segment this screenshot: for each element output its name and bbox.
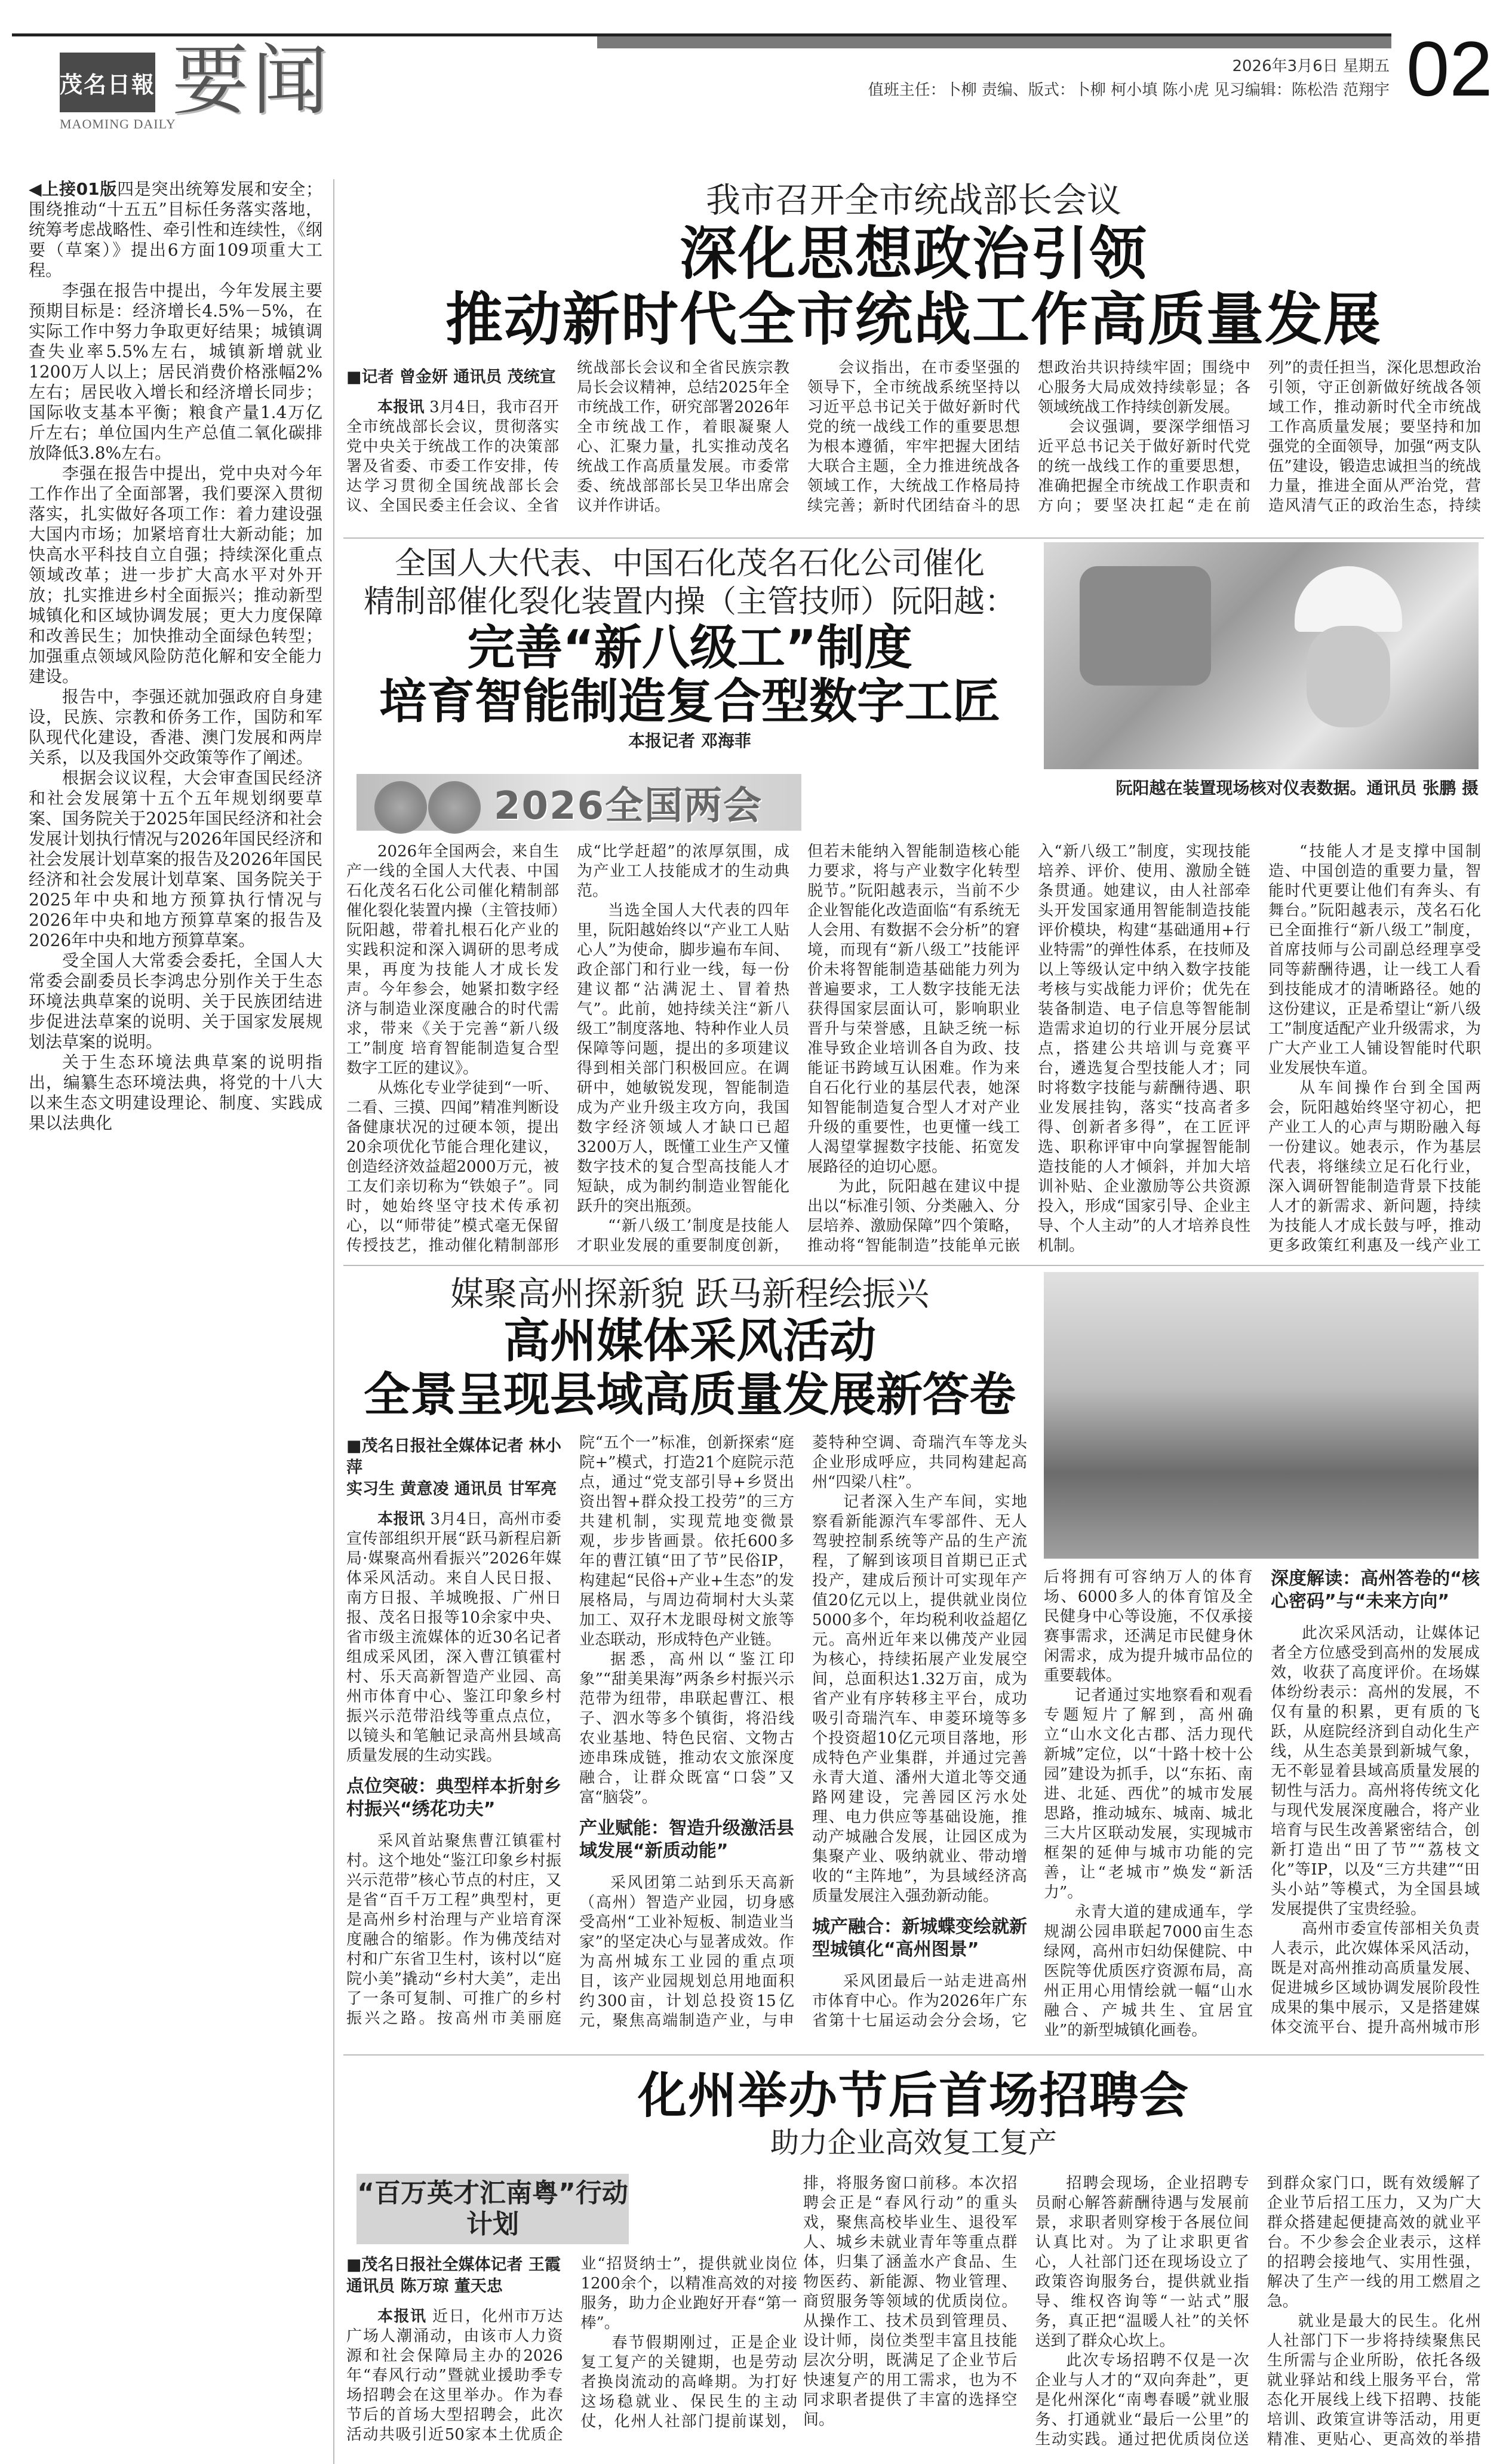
article-paragraph: 就业是最大的民生。化州人社部门下一步将持续聚焦民生所需与企业所盼，依托各级就业驿站和线上服务平台，常态化开展线上线下招聘、技能培训、政策宣讲等活动，用更精准、更贴心、更高效的举措 [1267, 2312, 1481, 2448]
photo-worker-at-instrument [1044, 542, 1479, 769]
story-craftsman-header [346, 545, 1033, 751]
byline [346, 2254, 563, 2297]
story-craftsman-body [346, 842, 1481, 1260]
article-paragraph: 报告中，李强还就加强政府自身建设，民族、宗教和侨务工作，国防和军队现代化建设，香港、澳门发展和两岸关系，以及我国外交政策等作了阐述。 [29, 687, 322, 767]
article-paragraph: 春节假期刚过，正是企业复工复产的关键期，也是劳动者换岗流动的高峰期。为打好这场稳就业、保民生的主动仗，化州人社部门提前谋划， [580, 2334, 797, 2431]
article-paragraph: 采风团第二站到乐天高新（高州）智造产业园，切身感受高州“工业补短板、制造业当家”的坚定决心与显著成效。作为高州城东工业园的重点项目，该产业园规划总用地面积约300亩，计划总投资15亿元，聚焦高端制造产业，与申菱特种空调、奇瑞汽车等龙头企业形成呼应，共同构建起高州“四梁八柱”。 [579, 1434, 1027, 2030]
article-paragraph: 据悉，高州以“鉴江印象”“甜美果海”两条乡村振兴示范带为纽带，串联起曹江、根子、泗水等多个镇街，将沿线农业基地、特色民宿、文物古迹串珠成链，推动农文旅深度融合，让群众既富“口袋”又富“脑袋”。 [579, 1651, 794, 1806]
article-paragraph: “技能人才是支撑中国制造、中国创造的重要力量，智能时代更要让他们有奔头、有舞台。”阮阳越表示，茂名石化已全面推行“新八级工”制度，首席技师与公司副总经理享受同等薪酬待遇，让一线工人看到技能成才的清晰路径。她的这份建议，正是希望让“新八级工”制度适配产业升级需求，为广大产业工人铺设智能时代职业发展快车道。 [1268, 843, 1481, 1077]
campaign-title: “百万英才汇南粤”行动计划 [357, 2178, 628, 2239]
logo-english: MAOMING DAILY [60, 116, 176, 131]
article-paragraph: 此次采风活动，让媒体记者全方位感受到高州的发展成效，收获了高度评价。在场媒体纷纷表示：高州的发展，不仅有量的积累，更有质的飞跃，从庭院经济到自动化生产线，从生态美景到新城气象，无不彰显着县域高质量发展的韧性与活力。高州将传统文化与现代发展深度融合，将产业培育与民生改善紧密结合，创新打造出“田了节”“荔枝文化”等IP，以及“三方共建”“田头小站”等模式，为全国县域发展提供了宝贵经验。 [1271, 1624, 1480, 1918]
paragraph-text: 近日，化州市万达广场人潮涌动，由该市人力资源和社会保障局主办的2026年“春风行动”暨就业援助季专场招聘会在这里举办。作为春节后的首场大型招聘会，此次活动共吸引近50家本土优质企业“招贤纳士”，提供就业岗位1200余个，以精准高效的对接服务，助力企业跑好开春“第一棒”。 [346, 2255, 797, 2444]
article-paragraph: 会议指出，在市委坚强的领导下，全市统战系统坚持以习近平总书记关于做好新时代党的统一战线工作的重要思想为根本遵循，牢牢把握大团结大联合主题，全力推进统战各领域工作，大统战工作格局持续完善；新时代团结奋斗的思想政治共识持续牢固；围绕中心服务大局成效持续彰显；各领域统战工作持续创新发展。 [807, 359, 1250, 515]
article-paragraph: 会议强调，要深学细悟习近平总书记关于做好新时代党的统一战线工作的重要思想，准确把握全市统战工作职责和方向；要坚决扛起“走在前列”的责任担当，深化思想政治引领，守正创新做好统战各领域工作，推动新时代全市统战工作高质量发展；要坚持和加强党的全面领导，加强“两支队伍”建设，锻造忠诚担当的统战力量，推进全面从严治党，营造风清气正的政治生态，持续 [1038, 359, 1481, 515]
subhead: 点位突破：典型样本折射乡村振兴“绣花功夫” [346, 1776, 561, 1820]
byline-line: 实习生 黄意凌 通讯员 甘军亮 [346, 1480, 557, 1498]
story-united-front-header [346, 179, 1481, 352]
article-paragraph: 2026年全国两会，来自生产一线的全国人大代表、中国石化茂名石化公司催化精制部催化裂化装置内操（主管技师）阮阳越，带着扎根石化产业的实践积淀和深入调研的思考成果，再度为技能人才成长发声。今年参会，她紧扣数字经济与制造业深度融合的时代需求，带来《关于完善“新八级工”制度 培育智能制造复合型数字工匠的建议》。 [346, 843, 559, 1077]
article-paragraph: 此次专场招聘不仅是一次企业与人才的“双向奔赴”，更是化州深化“南粤春暖”就业服务、打通就业“最后一公里”的生动实践。通过把优质岗位送到群众家门口，既有效缓解了企业节后招工压力，又为广大群众搭建起便捷高效的就业平台。不少参会企业表示，这样的招聘会接地气、实用性强，解决了生产一线的用工燃眉之急。 [1035, 2174, 1481, 2448]
article-paragraph: 从炼化专业学徒到“一听、二看、三摸、四闻”精准判断设备健康状况的过硬本领，提出20余项优化节能合理化建议，创造经济效益超2000万元，被工友们亲切称为“铁娘子”。同时，她始终坚守技术传承初心，以“师带徒”模式毫无保留传授技艺，推动催化精制部形成“比学赶超”的浓厚氛围，成为产业工人技能成才的生动典范。 [346, 843, 789, 1255]
article-paragraph: 排，将服务窗口前移。本次招聘会正是“春风行动”的重头戏，聚焦高校毕业生、退役军人、城乡未就业青年等重点群体，归集了涵盖水产食品、生物医药、新能源、物业管理、商贸服务等领域的优质岗位。从操作工、技术员到管理员、设计师，岗位类型丰富且技能层次分明，既满足了企业节后快速复产的用工需求，也为不同求职者提供了丰富的选择空间。 [803, 2174, 1018, 2429]
lead-tag: 本报讯 [377, 398, 425, 416]
logo-text: 茂名日報 [60, 70, 156, 98]
helmet-shape [1295, 566, 1402, 632]
continuation-marker[interactable]: ◀上接01版 [29, 179, 118, 199]
masthead-bar [597, 36, 1391, 48]
paragraph-text: 3月4日，我市召开全市统战部长会议，贯彻落实党中央关于统战工作的决策部署及省委、市委工作安排，传达学习贯彻全国统战部长会议、全国民委主任会议、全省统战部长会议和全省民族宗教局长会议精神，总结2025年全市统战工作，研究部署2026年全市统战工作，着眼凝聚人心、汇聚力量，扎实推动茂名统战工作高质量发展。市委常委、统战部部长吴卫华出席会议并作讲话。 [346, 359, 789, 515]
photo-media-crew [1044, 1272, 1479, 1559]
kicker: 精制部催化裂化装置内操（主管技师）阮阳越： [363, 584, 1016, 620]
headline: 培育智能制造复合型数字工匠 [379, 674, 1000, 729]
article-paragraph: 根据会议议程，大会审查国民经济和社会发展第十五个五年规划纲要草案、国务院关于2025年国民经济和社会发展计划执行情况与2026年国民经济和社会发展计划草案的报告及2026年国民经济和社会发展计划草案、国务院关于2025年中央和地方预算执行情况与2026年中央和地方预算草案的报告及2026年中央和地方预算草案。 [29, 768, 322, 950]
story-gaozhou-body-left [346, 1433, 1027, 2045]
article-paragraph [346, 1510, 561, 1766]
article-paragraph: 后将拥有可容纳万人的体育场、6000多人的体育馆及全民健身中心等设施，不仅承接赛事需求，还满足市民健身休闲需求，成为提升城市品位的重要载体。 [1044, 1568, 1253, 1685]
headline: 深化思想政治引领 [680, 220, 1148, 287]
article-paragraph: 记者通过实地察看和观看专题短片了解到，高州确立“山水文化古郡、活力现代新城”定位，以“十路十校十公园”建设为抓手，以“东拓、南进、北延、西优”的城市发展思路，推动城东、城南、城北三大片区联动发展，实现城市框架的延伸与城市功能的完善，让“老城市”焕发“新活力”。 [1044, 1686, 1253, 1901]
headline: 化州举办节后首场招聘会 [637, 2067, 1190, 2124]
kicker: 全国人大代表、中国石化茂名石化公司催化 [394, 546, 985, 582]
subhead: 城产融合：新城蝶变绘就新型城镇化“高州图景” [812, 1916, 1027, 1960]
article-paragraph: 招聘会现场，企业招聘专员耐心解答薪酬待遇与发展前景，求职者则穿梭于各展位间认真比对。为了让求职更省心，人社部门还在现场设立了政策咨询服务台，提供就业指导、维权咨询等“一站式”服务，真正把“温暖人社”的关怀送到了群众心坎上。 [1035, 2174, 1249, 2350]
article-paragraph: 受全国人大常委会委托，全国人大常委会副委员长李鸿忠分别作关于生态环境法典草案的说明、关于民族团结进步促进法草案的说明、关于国家发展规划法草案的说明。 [29, 951, 322, 1052]
article-paragraph: 永青大道的建成通车，学规湖公园串联起7000亩生态绿网，高州市妇幼保健院、中医院等优质医疗资源布局，高州正用心用情绘就一幅“山水融合、产城共生、宜居宜业”的新型城镇化画卷。 [1044, 1903, 1253, 2039]
article-paragraph: 李强在报告中提出，今年发展主要预期目标是：经济增长4.5%－5%，在实际工作中努力争取更好结果；城镇调查失业率5.5%左右，城镇新增就业1200万人以上；居民消费价格涨幅2%左右；居民收入增长和经济增长同步；国际收支基本平衡；粮食产量1.4万亿斤左右；单位国内生产总值二氧化碳排放降低3.8%左右。 [29, 281, 322, 463]
story-gaozhou-header [346, 1275, 1033, 1422]
kicker: 我市召开全市统战部长会议 [705, 180, 1121, 220]
editor-credits: 值班主任：卜柳 责编、版式：卜柳 柯小填 陈小虎 见习编辑：陈松浩 范翔宇 [868, 81, 1390, 99]
byline-line: ■茂名日报社全媒体记者 王霞 [346, 2256, 561, 2274]
subhead: 深度解读：高州答卷的“核心密码”与“未来方向” [1271, 1568, 1480, 1612]
continued-article [29, 179, 322, 2454]
article-paragraph: 采风团最后一站走进高州市体育中心。作为2026年广东省第十七届运动会分会场，它 [812, 1973, 1027, 2030]
story-huazhou-body-left [346, 2254, 797, 2464]
national-emblem-icon [374, 781, 427, 834]
story-huazhou-body-right [803, 2174, 1481, 2464]
article-paragraph: 从车间操作台到全国两会，阮阳越始终坚守初心，把产业工人的心声与期盼融入每一份建议。她表示，作为基层代表，将继续立足石化行业，深入调研智能制造背景下技能人才的新需求、新问题，持续为技能人才成长鼓与呼，推动更多政策红利惠及一线产业工 [1268, 1079, 1481, 1255]
byline: ■记者 曾金妍 通讯员 茂统宣 [346, 368, 556, 386]
banner-title: 2026全国两会 [494, 784, 763, 828]
article-paragraph: 记者深入生产车间，实地察看新能源汽车零部件、无人驾驶控制系统等产品的生产流程，了解到该项目首期已正式投产，建成后预计可实现年产值20亿元以上，提供就业岗位5000多个，年均税利收益超亿元。高州近年来以佛茂产业园为核心，持续拓展产业发展空间，总面积达1.32万亩，成为省产业有序转移主平台，成功吸引奇瑞汽车、申菱环境等多个投资超10亿元项目落地，形成特色产业集群，并通过完善永青大道、潘州大道北等交通路网建设，完善园区污水处理、电力供应等基础设施，推动产城融合发展，让园区成为集聚产业、吸纳就业、带动增收的“主阵地”，为县域经济高质量发展注入强劲新动能。 [812, 1493, 1027, 1905]
article-paragraph: 李强在报告中提出，党中央对今年工作作出了全面部署，我们要深入贯彻落实，扎实做好各项工作：着力建设强大国内市场；加紧培育壮大新动能；加快高水平科技自立自强；持续深化重点领域改革；进一步扩大高水平对外开放；扎实推进乡村全面振兴；推动新型城镇化和区域协调发展；更大力度保障和改善民生；加快推动全面绿色转型；加强重点领域风险防范化解和安全能力建设。 [29, 463, 322, 686]
instrument-shape [1080, 566, 1211, 686]
column-divider [333, 179, 334, 2464]
subheadline: 助力企业高效复工复产 [770, 2126, 1057, 2159]
article-paragraph: 高州市委宣传部相关负责人表示，此次媒体采风活动，既是对高州推动高质量发展、促进城乡区域协调发展阶段性成果的集中展示，又是搭建媒体交流平台、提升高州城市形 [1271, 1920, 1480, 2036]
cppcc-emblem-icon [428, 781, 481, 834]
article-paragraph: 采风首站聚焦曹江镇霍村村。这个地处“鉴江印象乡村振兴示范带”核心节点的村庄，又是省“百千万工程”典型村，更是高州乡村治理与产业培育深度融合的缩影。作为佛茂结对村和广东省卫生村，该村以“庭院小美”撬动“乡村大美”，走出了一条可复制、可推广的乡村振兴之路。按高州市美丽庭院“五个一”标准，创新探索“庭院+”模式，打造21个庭院示范点，通过“党支部引导+乡贤出资出智+群众投工投劳”的三方共建机制，实现荒地变微景观，步步皆画景。依托600多年的曹江镇“田了节”民俗IP，构建起“民俗+产业+生态”的发展格局，与周边荷垌村大头菜加工、双孖木龙眼母树文旅等业态联动，形成特色产业链。 [346, 1434, 794, 2027]
campaign-box [356, 2174, 629, 2244]
section-title: 要闻 [172, 36, 333, 125]
paragraph-text: 3月4日，高州市委宣传部组织开展“跃马新程启新局·媒聚高州看振兴”2026年媒体采风活动。来自人民日报、南方日报、羊城晚报、广州日报、茂名日报等10余家中央、省市级主流媒体的近30名记者组成采风团，深入曹江镇霍村村、乐天高新智造产业园、高州市体育中心、鉴江印象乡村振兴示范带沿线等重点点位，以镜头和笔触记录高州县域高质量发展的生动实践。 [346, 1510, 562, 1765]
lead-tag: 本报讯 [377, 2308, 427, 2325]
article-paragraph: 当选全国人大代表的四年里，阮阳越始终以“产业工人贴心人”为使命，脚步遍布车间、政企部门和行业一线，每一份建议都“沾满泥土、冒着热气”。此前，她持续关注“新八级工”制度落地、特种作业人员保障等问题，提出的多项建议得到相关部门积极回应。在调研中，她敏锐发现，智能制造成为产业升级主攻方向，我国数字经济领域人才缺口已超3200万人，既懂工业生产又懂数字技术的复合型高技能人才短缺，成为制约制造业智能化跃升的突出瓶颈。 [577, 902, 789, 1215]
byline [346, 1436, 561, 1500]
article-paragraph: 为此，阮阳越在建议中提出以“标准引领、分类融入、分层培养、激励保障”四个策略，推动将“智能制造”技能单元嵌入“新八级工”制度，实现技能培养、评价、使用、激励全链条贯通。她建议，由人社部牵头开发国家通用智能制造技能评价模块，构建“基础通用+行业特需”的弹性体系，在技师及以上等级认定中纳入数字技能考核与实战能力评价；优先在装备制造、电子信息等智能制造需求迫切的行业开展分层试点，搭建公共培训与竞赛平台，遴选复合型技能人才；同时将数字技能与薪酬待遇、职业发展挂钩，落实“技高者多得、创新者多得”，在工匠评选、职称评审中向掌握智能制造技能的人才倾斜，并加大培训补贴、企业激励等公共资源投入，形成“国家引导、企业主导、个人主动”的人才培养良性机制。 [807, 843, 1250, 1255]
byline-line: ■茂名日报社全媒体记者 林小萍 [346, 1437, 561, 1477]
newspaper-logo [60, 53, 155, 112]
lead-tag: 本报讯 [377, 1510, 425, 1528]
article-paragraph: 关于生态环境法典草案的说明指出，编纂生态环境法典，将党的十八大以来生态文明建设理论、制度、实践成果以法典化 [29, 1052, 322, 1133]
story-huazhou-header [346, 2067, 1481, 2161]
headline: 完善“新八级工”制度 [467, 620, 912, 675]
story-divider [343, 2054, 1484, 2056]
subhead: 产业赋能：智造升级激活县域发展“新质动能” [579, 1818, 794, 1861]
article-paragraph: “‘新八级工’制度是技能人才职业发展的重要制度创新，但若未能纳入智能制造核心能力要求，将与产业数字化转型脱节。”阮阳越表示，当前不少企业智能化改造面临“有系统无人会用、有数据不会分析”的窘境，而现有“新八级工”技能评价未将智能制造基础能力列为普遍要求，工人数字技能无法获得国家层面认可，影响职业晋升与荣誉感，且缺乏统一标准导致企业培训各自为政、技能证书跨域互认困难。作为来自石化行业的基层代表，她深知智能制造复合型人才对产业升级的重要性，也更懂一线工人渴望掌握数字技能、拓宽发展路径的迫切心愿。 [577, 843, 1020, 1255]
story-gaozhou-body-right [1044, 1568, 1480, 2045]
paragraph-text: 四是突出统筹发展和安全；围绕推动“十五五”目标任务落实落地，统筹考虑战略性、牵引性和连续性，《纲要（草案）》提出6方面109项重大工程。 [29, 179, 322, 280]
story-divider [343, 537, 1484, 539]
headline: 全景呈现县域高质量发展新答卷 [363, 1368, 1016, 1422]
byline: 本报记者 邓海菲 [628, 731, 751, 751]
story-divider [343, 1265, 1484, 1266]
byline-line: 通讯员 陈万琼 董天忠 [346, 2277, 503, 2296]
issue-date: 2026年3月6日 星期五 [1232, 57, 1390, 75]
page-number: 02 [1406, 25, 1493, 112]
face-shape [1307, 626, 1390, 727]
story-united-front-body [346, 358, 1481, 531]
photo-caption: 阮阳越在装置现场核对仪表数据。通讯员 张鹏 摄 [1115, 778, 1479, 798]
kicker: 媒聚高州探新貌 跃马新程绘振兴 [450, 1275, 929, 1314]
article-paragraph [29, 179, 322, 281]
headline: 推动新时代全市统战工作高质量发展 [445, 286, 1382, 353]
npc-cppcc-banner [356, 774, 801, 831]
headline: 高州媒体采风活动 [503, 1314, 876, 1368]
